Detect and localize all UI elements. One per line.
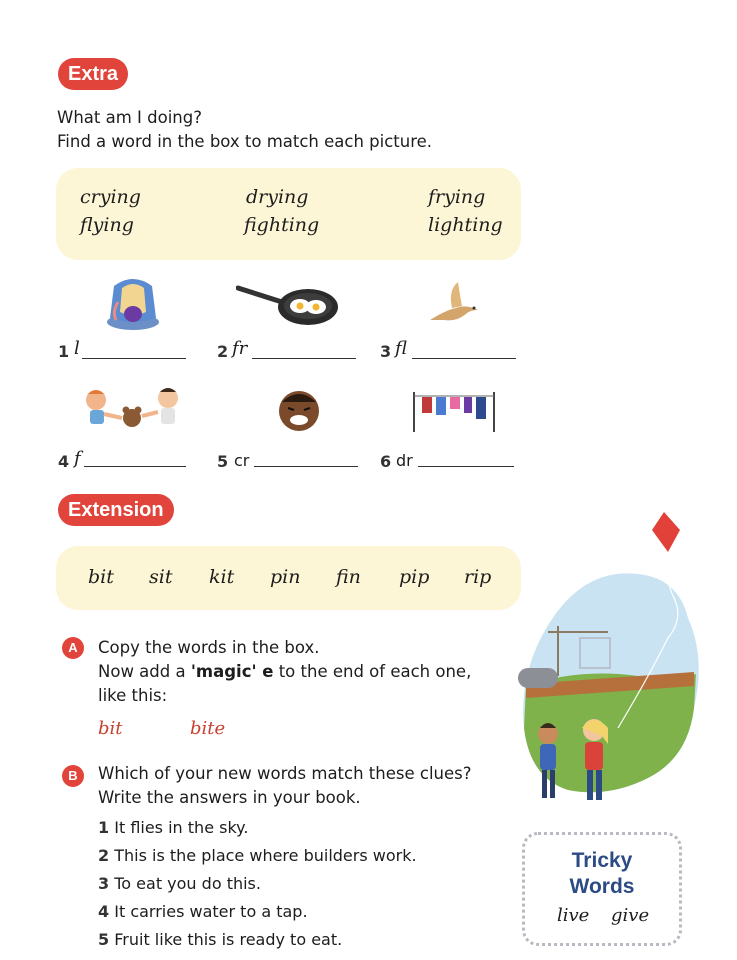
- word-box-item: pin: [270, 566, 301, 588]
- word-box-item: sit: [149, 566, 173, 588]
- task-a-badge: A: [62, 637, 84, 659]
- item-prefix: fr: [232, 338, 248, 359]
- item-prefix: fl: [395, 338, 408, 359]
- word-box-item: fin: [336, 566, 361, 588]
- bird-icon: [426, 280, 484, 328]
- tricky-words-title-1: Tricky: [571, 849, 633, 872]
- clue-item: 3 To eat you do this.: [98, 874, 261, 893]
- frying-pan-icon: [236, 282, 340, 328]
- answer-line: [418, 466, 514, 467]
- tricky-words-title-2: Words: [569, 875, 635, 898]
- word-box-item: kit: [209, 566, 235, 588]
- children-fighting-icon: [82, 384, 182, 436]
- task-a-line2-post: to the end of each one,: [273, 662, 472, 681]
- task-a-line1: Copy the words in the box.: [98, 638, 320, 657]
- task-b-line2: Write the answers in your book.: [98, 788, 361, 807]
- crying-face-icon: [274, 384, 324, 436]
- tricky-words-box: [522, 832, 682, 946]
- word-box-item: bit: [88, 566, 114, 588]
- answer-line: [252, 358, 356, 359]
- clue-list: [98, 814, 417, 954]
- magic-e-label: 'magic' e: [190, 662, 274, 681]
- task-a-line2: [98, 660, 471, 684]
- example-word-to: bite: [190, 718, 226, 739]
- extra-instruction: Find a word in the box to match each picture.: [57, 132, 433, 151]
- word-box-item: frying: [428, 186, 486, 208]
- item-prefix: l: [74, 338, 80, 359]
- word-box-item: pip: [399, 566, 430, 588]
- item-number: 1: [58, 342, 70, 361]
- lamp-icon: [100, 272, 166, 332]
- item-number: 2: [217, 342, 229, 361]
- word-box-item: fighting: [244, 214, 320, 236]
- extra-question: What am I doing?: [57, 108, 202, 127]
- item-prefix: dr: [396, 451, 413, 470]
- answer-line: [84, 466, 186, 467]
- task-a-line3: like this:: [98, 686, 168, 705]
- kite-illustration: [518, 508, 718, 810]
- example-word-from: bit: [98, 718, 123, 739]
- clue-item: 2 This is the place where builders work.: [98, 846, 417, 865]
- item-number: 6: [380, 452, 392, 471]
- clue-item: 5 Fruit like this is ready to eat.: [98, 930, 343, 949]
- tricky-word: give: [611, 905, 650, 926]
- item-prefix: cr: [234, 451, 250, 470]
- answer-line: [412, 358, 516, 359]
- washing-line-icon: [410, 388, 498, 436]
- word-box-item: flying: [80, 214, 134, 236]
- word-box-item: drying: [246, 186, 309, 208]
- task-b-badge: B: [62, 765, 84, 787]
- item-number: 4: [58, 452, 70, 471]
- extra-word-box: [56, 168, 521, 260]
- clue-item: 4 It carries water to a tap.: [98, 902, 308, 921]
- item-prefix: f: [74, 448, 81, 469]
- answer-line: [82, 358, 186, 359]
- clue-item: 1 It flies in the sky.: [98, 818, 249, 837]
- task-b-line1: Which of your new words match these clues?: [98, 764, 472, 783]
- extension-word-box: [56, 546, 521, 610]
- word-box-item: rip: [464, 566, 492, 588]
- word-box-item: crying: [80, 186, 141, 208]
- task-a-line2-pre: Now add a: [98, 662, 191, 681]
- tricky-word: live: [557, 905, 590, 926]
- extra-pill: Extra: [58, 58, 128, 90]
- item-number: 5: [217, 452, 229, 471]
- answer-line: [254, 466, 358, 467]
- word-box-item: lighting: [428, 214, 503, 236]
- item-number: 3: [380, 342, 392, 361]
- extension-pill: Extension: [58, 494, 174, 526]
